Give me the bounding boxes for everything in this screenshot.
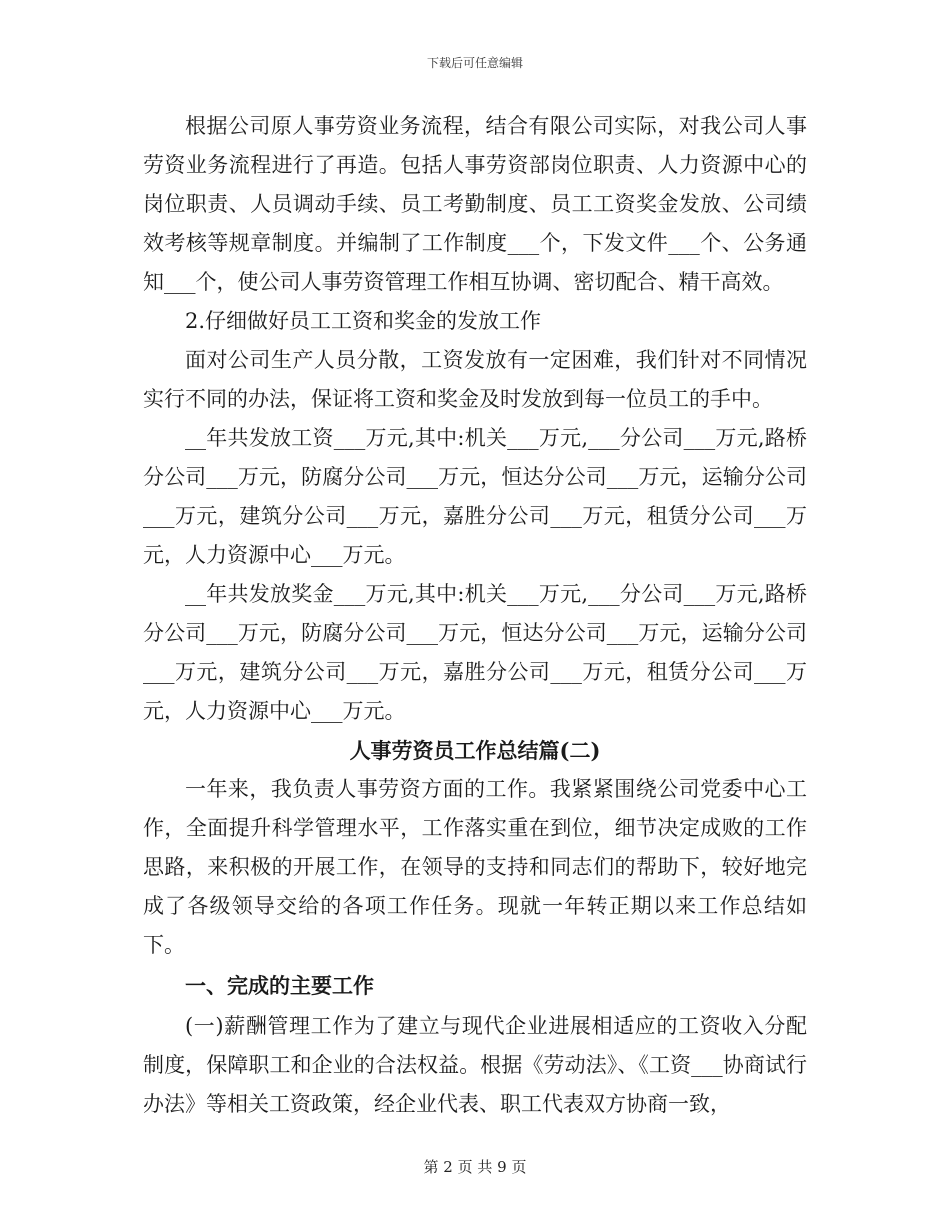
document-body	[143, 107, 807, 1124]
page-footer: 第 2 页 共 9 页	[423, 1158, 527, 1176]
heading-main-work: 一、完成的主要工作	[185, 973, 374, 998]
paragraph-intro: 一年来，我负责人事劳资方面的工作。我紧紧围绕公司党委中心工作，全面提升科学管理水平，工作落实重在到位，细节决定成败的工作思路，来积极的开展工作，在领导的支持和同志们的帮助下，较好地完成了各级领导交给的各项工作任务。现就一年转正期以来工作总结如下。	[143, 777, 807, 957]
paragraph-compensation: (一)薪酬管理工作为了建立与现代企业进展相适应的工资收入分配制度，保障职工和企业的合法权益。根据《劳动法》、《工资___协商试行办法》等相关工资政策，经企业代表、职工代表双方协商一致，	[143, 1014, 807, 1116]
paragraph-process-reengineering: 根据公司原人事劳资业务流程，结合有限公司实际，对我公司人事劳资业务流程进行了再造。包括人事劳资部岗位职责、人力资源中心的岗位职责、人员调动手续、员工考勤制度、员工工资奖金发放、公司绩效考核等规章制度。并编制了工作制度___个，下发文件___个、公务通知___个，使公司人事劳资管理工作相互协调、密切配合、精干高效。	[143, 114, 807, 294]
page-header: 下载后可任意编辑	[426, 56, 523, 70]
paragraph-subheading-salary: 2.仔细做好员工工资和奖金的发放工作	[185, 309, 542, 333]
paragraph-bonus-totals: __年共发放奖金___万元,其中:机关___万元,___分公司___万元,路桥分公司___万元，防腐分公司___万元，恒达分公司___万元，运输分公司___万元，建筑分公司___万元，嘉胜分公司___万元，租赁分公司___万元，人力资源中心___万元。	[143, 582, 807, 723]
paragraph-salary-totals: __年共发放工资___万元,其中:机关___万元,___分公司___万元,路桥分公司___万元，防腐分公司___万元，恒达分公司___万元，运输分公司___万元，建筑分公司___万元，嘉胜分公司___万元，租赁分公司___万元，人力资源中心___万元。	[143, 426, 807, 567]
paragraph-salary-distribution: 面对公司生产人员分散，工资发放有一定困难，我们针对不同情况实行不同的办法，保证将工资和奖金及时发放到每一位员工的手中。	[143, 348, 807, 411]
section-title: 人事劳资员工作总结篇(二)	[349, 738, 601, 763]
